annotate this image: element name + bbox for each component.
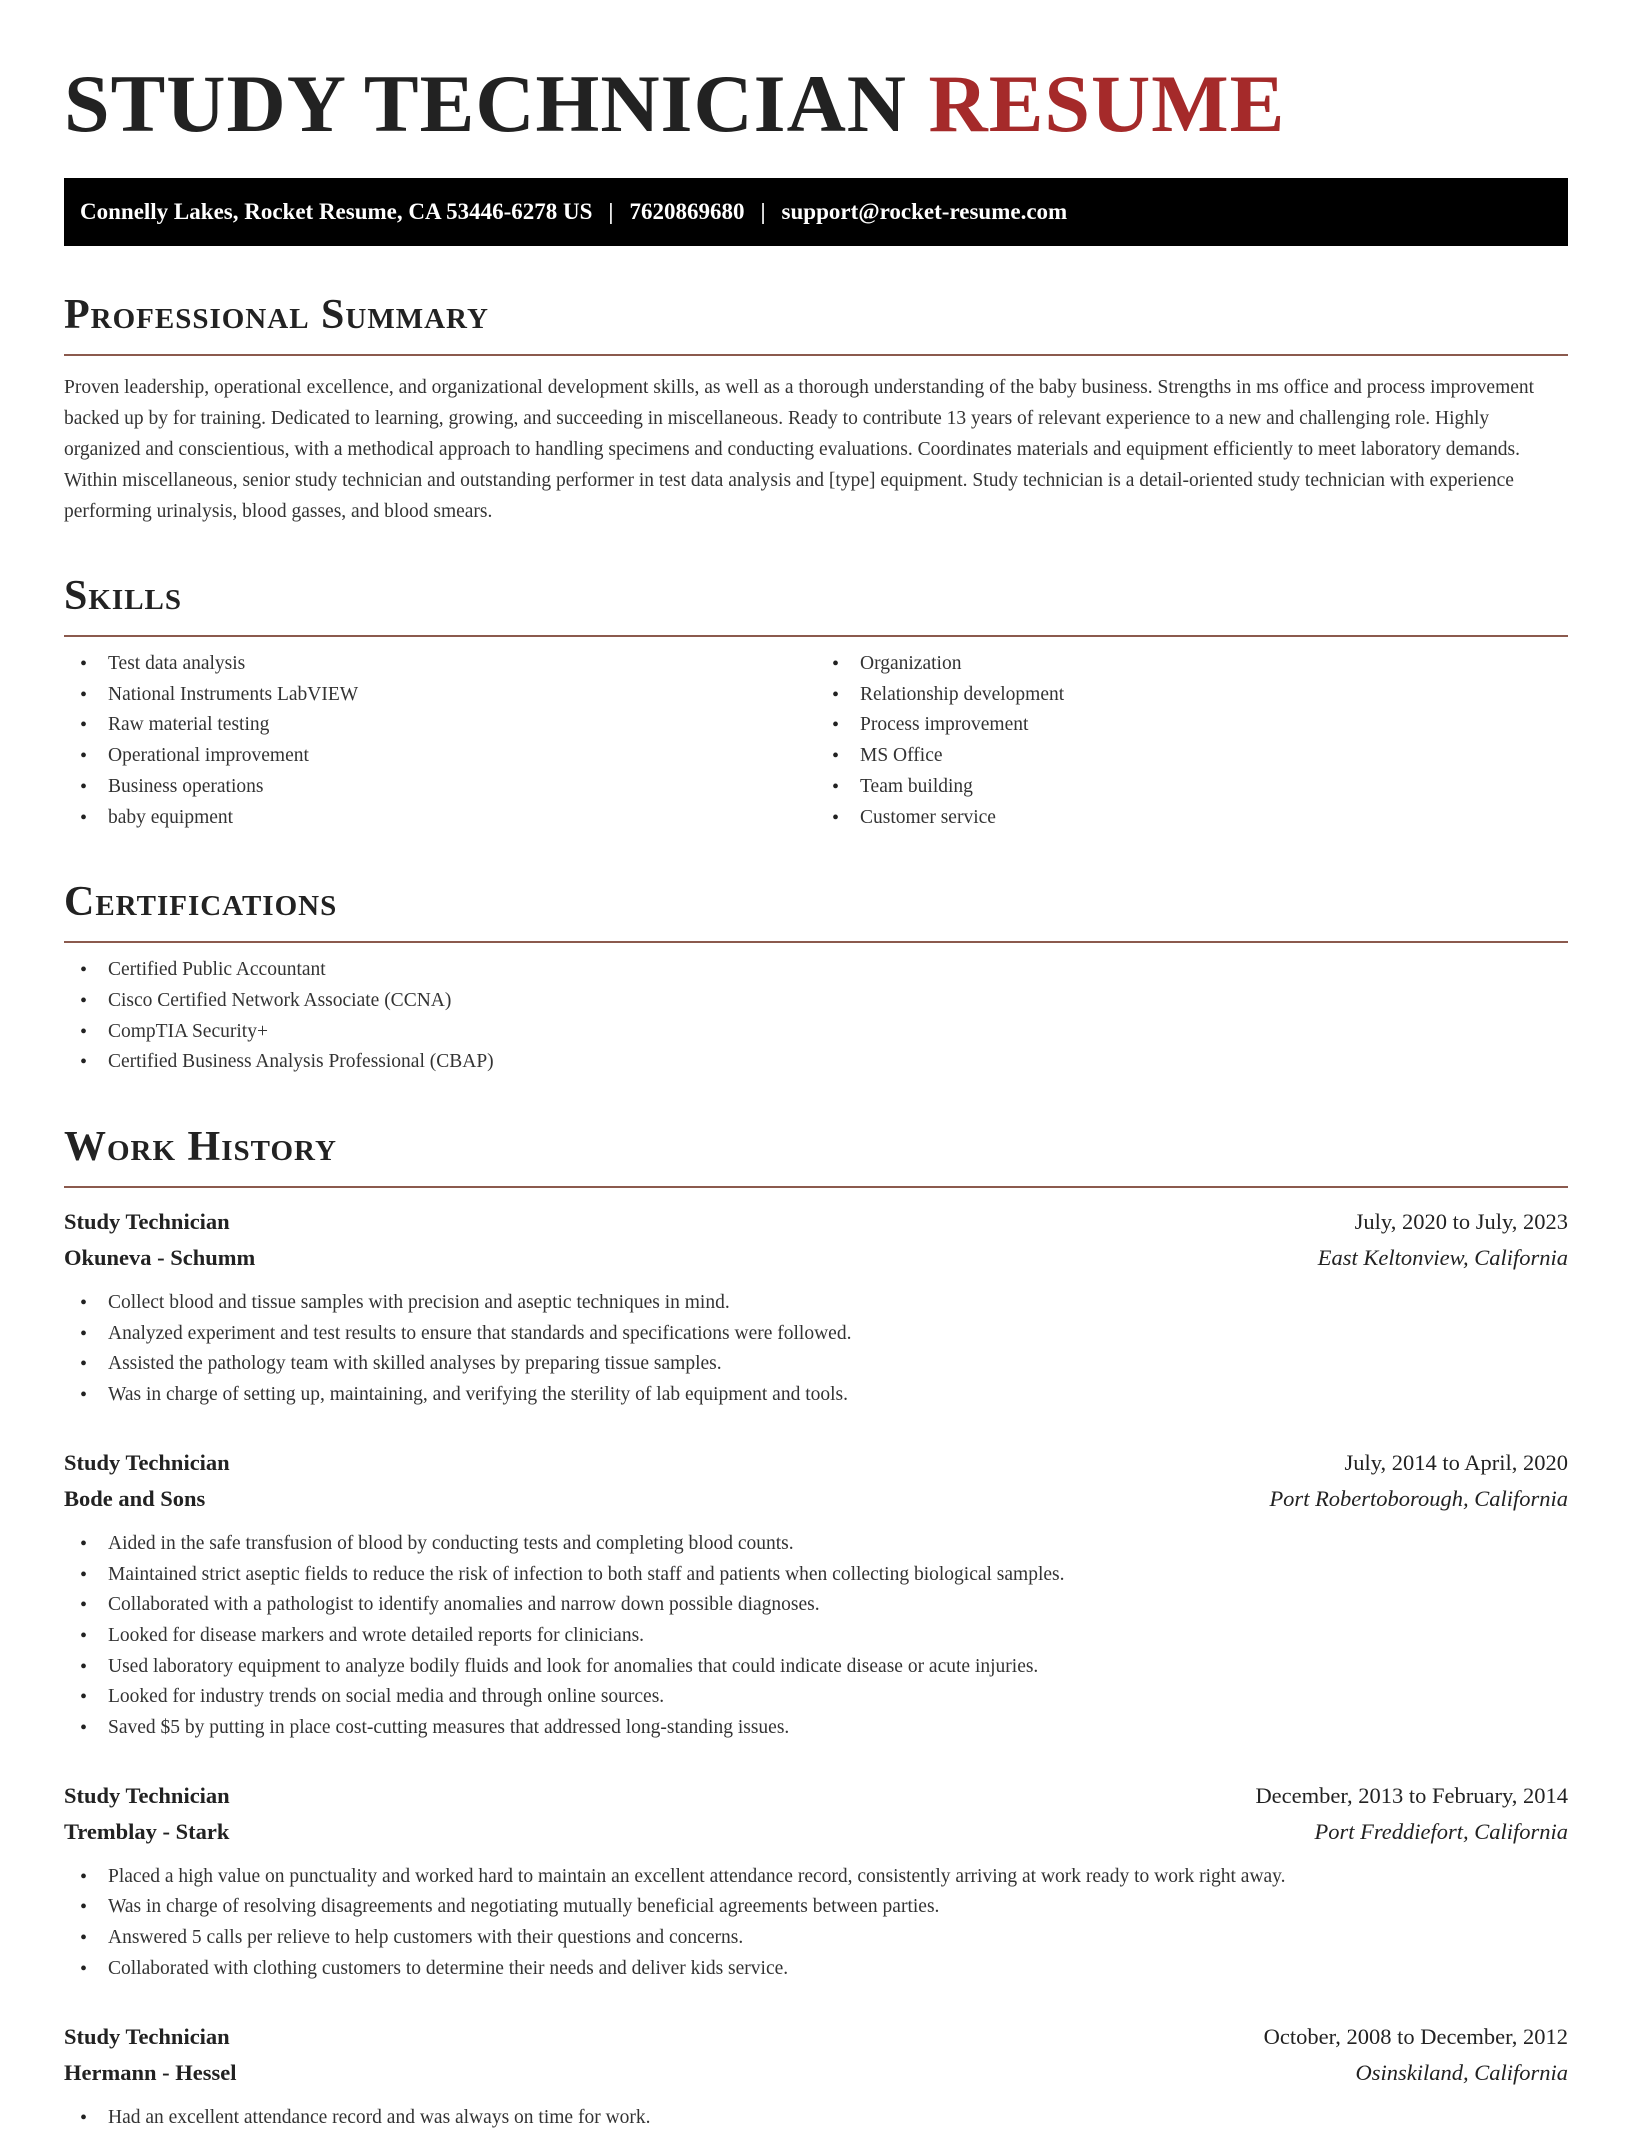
summary-section xyxy=(64,290,1568,527)
job-bullet: • Analyzed experiment and test results to ensure that standards and specifications were followed. xyxy=(64,1319,1568,1350)
job-dates: October, 2008 to December, 2012 xyxy=(1263,2023,1568,2049)
resume-title-accent: RESUME xyxy=(928,58,1286,149)
job-dates: July, 2020 to July, 2023 xyxy=(1354,1209,1568,1235)
job-bullet: • Was in charge of setting up, maintaining, and verifying the sterility of lab equipment and tools. xyxy=(64,1380,1568,1411)
job-bullet: • Assisted the pathology team with skilled analyses by preparing tissue samples. xyxy=(64,1349,1568,1380)
section-heading-summary: Professional Summary xyxy=(64,292,489,338)
job-header-row xyxy=(64,1778,1568,1814)
job-company-row xyxy=(64,2055,1568,2091)
job-bullet: • Was in charge of resolving disagreements and negotiating mutually beneficial agreements between parties. xyxy=(64,1892,1568,1923)
job-title: Study Technician xyxy=(64,2023,230,2049)
job-location: Osinskiland, California xyxy=(1355,2059,1568,2085)
job-bullet: • Looked for disease markers and wrote detailed reports for clinicians. xyxy=(64,1621,1568,1652)
job-entry xyxy=(64,2019,1568,2133)
job-location: Port Freddiefort, California xyxy=(1314,1818,1568,1844)
job-entry xyxy=(64,1204,1568,1411)
skill-item: • MS Office xyxy=(816,741,1568,772)
job-bullet: • Maintained strict aseptic fields to reduce the risk of infection to both staff and patients when collecting biological samples. xyxy=(64,1560,1568,1591)
section-heading-certifications: Certifications xyxy=(64,879,338,926)
job-location: East Keltonview, California xyxy=(1317,1245,1568,1271)
job-bullet: • Collaborated with a pathologist to identify anomalies and narrow down possible diagnoses. xyxy=(64,1590,1568,1621)
job-header-row xyxy=(64,2019,1568,2055)
job-bullet: • Had an excellent attendance record and was always on time for work. xyxy=(64,2103,1568,2133)
job-bullets xyxy=(64,1288,1568,1411)
job-company: Tremblay - Stark xyxy=(64,1818,230,1844)
skill-item: • National Instruments LabVIEW xyxy=(64,680,816,711)
certifications-section xyxy=(64,877,1568,1078)
summary-text: Proven leadership, operational excellence, and organizational development skills, as well as a thorough understanding of the baby business. Strengths in ms office and process improvement backed up by for training. Dedicated to learning, growing, and succeeding in miscellaneous. Ready to contribute 13 years of relevant experience to a new and challenging role. Highly organized and conscientious, with a methodical approach to handling specimens and conducting evaluations. Coordinates materials and equipment efficiently to meet laboratory demands. Within miscellaneous, senior study technician and outstanding performer in test data analysis and [type] equipment. Study technician is a detail-oriented study technician with experience performing urinalysis, blood gasses, and blood smears. xyxy=(64,377,1535,522)
resume-title-main: STUDY TECHNICIAN xyxy=(64,58,908,149)
job-company-row xyxy=(64,1481,1568,1517)
skill-item: • Raw material testing xyxy=(64,710,816,741)
job-company: Hermann - Hessel xyxy=(64,2059,237,2085)
section-divider xyxy=(64,354,1568,356)
job-title: Study Technician xyxy=(64,1209,230,1235)
certification-item: • Certified Public Accountant xyxy=(64,955,1568,986)
job-bullet: • Answered 5 calls per relieve to help customers with their questions and concerns. xyxy=(64,1923,1568,1954)
certification-item: • CompTIA Security+ xyxy=(64,1017,1568,1048)
job-dates: July, 2014 to April, 2020 xyxy=(1344,1449,1568,1475)
job-bullet: • Looked for industry trends on social media and through online sources. xyxy=(64,1682,1568,1713)
skill-item: • Process improvement xyxy=(816,710,1568,741)
skills-list-right xyxy=(816,649,1568,833)
job-title: Study Technician xyxy=(64,1449,230,1475)
job-bullets xyxy=(64,1529,1568,1744)
job-bullet: • Aided in the safe transfusion of blood by conducting tests and completing blood counts. xyxy=(64,1529,1568,1560)
certifications-list xyxy=(64,955,1568,1078)
skill-item: • Test data analysis xyxy=(64,649,816,680)
contact-bar xyxy=(64,178,1568,246)
job-bullet: • Used laboratory equipment to analyze bodily fluids and look for anomalies that could indicate disease or acute injuries. xyxy=(64,1652,1568,1683)
skill-item: • Customer service xyxy=(816,803,1568,834)
job-company-row xyxy=(64,1814,1568,1850)
certification-item: • Certified Business Analysis Professional (CBAP) xyxy=(64,1047,1568,1078)
contact-separator: | xyxy=(760,199,766,224)
contact-separator: | xyxy=(608,199,614,224)
skill-item: • baby equipment xyxy=(64,803,816,834)
skill-item: • Team building xyxy=(816,772,1568,803)
section-divider xyxy=(64,941,1568,943)
skill-item: • Business operations xyxy=(64,772,816,803)
contact-phone: 7620869680 xyxy=(629,199,745,224)
job-dates: December, 2013 to February, 2014 xyxy=(1255,1782,1568,1808)
job-bullet: • Collaborated with clothing customers to determine their needs and deliver kids service. xyxy=(64,1954,1568,1985)
job-bullet: • Placed a high value on punctuality and worked hard to maintain an excellent attendance record, consistently arriving at work ready to work right away. xyxy=(64,1862,1568,1893)
work-history-section xyxy=(64,1122,1568,2133)
job-company: Bode and Sons xyxy=(64,1485,206,1511)
section-heading-skills: Skills xyxy=(64,573,183,619)
contact-email: support@rocket-resume.com xyxy=(781,199,1068,224)
skills-section xyxy=(64,571,1568,833)
section-divider xyxy=(64,1186,1568,1188)
resume-title xyxy=(64,56,1568,152)
skill-item: • Relationship development xyxy=(816,680,1568,711)
job-entry xyxy=(64,1445,1568,1744)
section-heading-work-history: Work History xyxy=(64,1124,337,1171)
job-header-row xyxy=(64,1204,1568,1240)
skill-item: • Organization xyxy=(816,649,1568,680)
job-location: Port Robertoborough, California xyxy=(1269,1485,1568,1511)
job-header-row xyxy=(64,1445,1568,1481)
job-bullet: • Saved $5 by putting in place cost-cutting measures that addressed long-standing issues. xyxy=(64,1713,1568,1744)
skills-grid xyxy=(64,637,1568,833)
job-title: Study Technician xyxy=(64,1782,230,1808)
job-company: Okuneva - Schumm xyxy=(64,1245,256,1271)
skills-list-left xyxy=(64,649,816,833)
job-company-row xyxy=(64,1240,1568,1276)
job-bullets xyxy=(64,2103,1568,2133)
certification-item: • Cisco Certified Network Associate (CCNA) xyxy=(64,986,1568,1017)
job-entry xyxy=(64,1778,1568,1985)
contact-address: Connelly Lakes, Rocket Resume, CA 53446-6278 US xyxy=(80,199,593,224)
job-bullets xyxy=(64,1862,1568,1985)
job-bullet: • Collect blood and tissue samples with precision and aseptic techniques in mind. xyxy=(64,1288,1568,1319)
skill-item: • Operational improvement xyxy=(64,741,816,772)
